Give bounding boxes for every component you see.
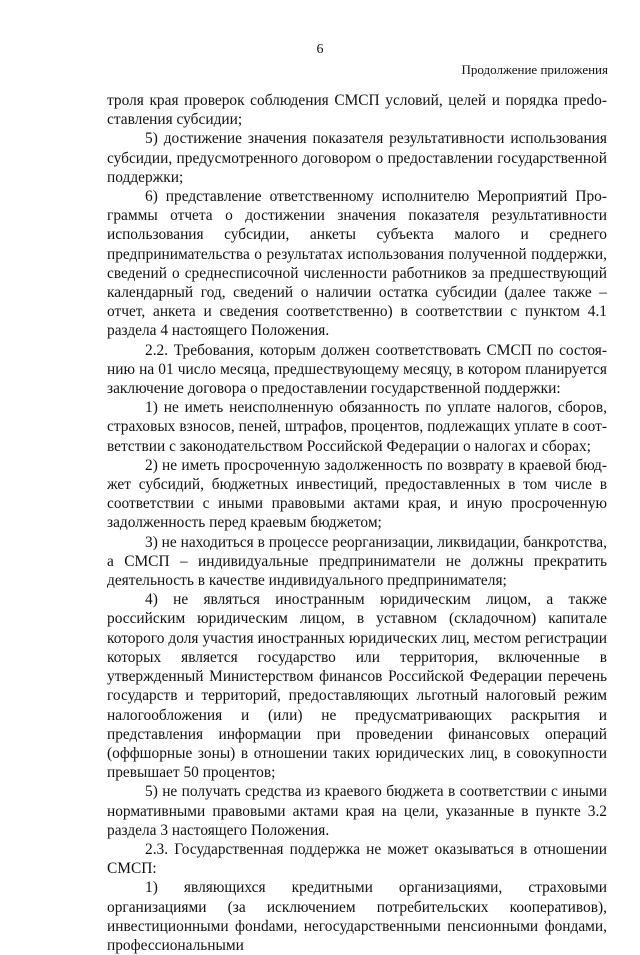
page-number: 6 — [316, 42, 324, 57]
document-body — [107, 91, 607, 955]
continuation-label: Продолжение приложения — [461, 62, 608, 77]
paragraph-req-2-debt: 2) не иметь просроченную задолженность по возврату в краевой бюджет субсидий, бюджетных инвестиций, предоставленных в том числе в соответствии с иными правовыми актами края, и иную просроченную задолженность перед краевым бюджетом; — [107, 456, 607, 532]
paragraph-req-4-foreign-entity: 4) не являться иностранным юридическим лицом, а также российским юридическим лицом, в уставном (складочном) капитале которого доля участия иностранных юридических лиц, местом регистрации которых является государство или территория, включенные в утвержденный Министерством финансов Российской Федерации перечень государств и территорий, предоставляющих льготный налоговый режим налогообложения и (или) не предусматривающих раскрытия и представления информации при проведении финансовых операций (оффшорные зоны) в отношении таких юридических лиц, в совокупности превышает 50 процентов; — [107, 591, 607, 782]
paragraph-req-5-other-funds: 5) не получать средства из краевого бюджета в соответствии с иными нормативными правовыми актами края на цели, указанные в пункте 3.2 раздела 3 настоящего Положения. — [107, 783, 607, 839]
paragraph-continued: троля края проверок соблюдения СМСП условий, целей и порядка преdоставления субсидии; — [107, 92, 607, 129]
paragraph-exclusion-1-credit-orgs: 1) являющихся кредитными организациями, страховыми организациями (за исключением потребительских кооперативов), инвестиционными фонdами, негосударственными пенсионными фондами, профессиональными — [107, 879, 607, 954]
paragraph-req-3-reorganization: 3) не находиться в процессе реорганизации, ликвидации, банкротства, а СМСП – индивидуальные предприниматели не должны прекратить деятельность в качестве индивидуального предпринимателя; — [107, 533, 607, 590]
paragraph-section-2-2: 2.2. Требования, которым должен соответствовать СМСП по состоянию на 01 число месяца, предшествующему месяцу, в котором планируется заключение договора о предоставлении государственной поддержки: — [107, 341, 607, 398]
paragraph-item-5-subsidy-result: 5) достижение значения показателя результативности использования субсидии, предусмотренного договором о предоставлении государственной поддержки; — [107, 130, 607, 186]
paragraph-req-1-taxes: 1) не иметь неисполненную обязанность по уплате налогов, сборов, страховых взносов, пеней, штрафов, процентов, подлежащих уплате в соответствии с законодательством Российской Федерации о налогах и сборах; — [107, 399, 607, 455]
paragraph-section-2-3: 2.3. Государственная поддержка не может оказываться в отношении СМСП: — [107, 840, 607, 878]
paragraph-item-6-report: 6) представление ответственному исполнителю Мероприятий Программы отчета о достижении значения показателя результативности использования субсидии, анкеты субъекта малого и среднего предпринимательства о результатах использования полученной поддержки, сведений о среднесписочной численности работников за предшествующий календарный год, сведений о наличии остатка субсидии (далее также – отчет, анкета и сведения соответственно) в соответствии с пунктом 4.1 раздела 4 настоящего Положения. — [107, 188, 607, 340]
